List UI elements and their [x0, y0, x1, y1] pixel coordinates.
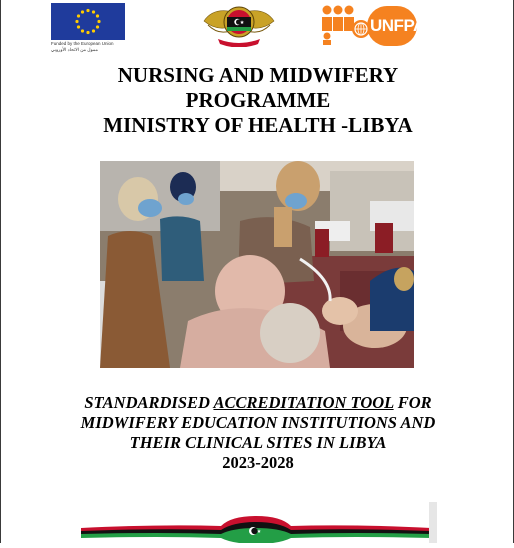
title-line-2: PROGRAMME [185, 88, 331, 112]
title-line-1: NURSING AND MIDWIFERY [117, 63, 399, 87]
eu-caption-arabic: ممول من الاتحاد الأوروبي [51, 47, 98, 52]
accreditation-tool-text: ACCREDITATION TOOL [213, 393, 394, 412]
eu-flag-icon [51, 3, 125, 40]
libya-emblem-icon [200, 1, 278, 47]
subtitle-line-1: STANDARDISED ACCREDITATION TOOL FOR [84, 393, 432, 412]
un-emblem-icon [352, 20, 370, 38]
eu-logo [51, 3, 125, 50]
eu-caption: Funded by the European Union [51, 41, 114, 46]
unfpa-wordmark: UNFPA [370, 16, 425, 35]
subtitle-line-3: THEIR CLINICAL SITES IN LIBYA [129, 433, 387, 452]
training-photo [100, 161, 414, 368]
title-line-3: MINISTRY OF HEALTH -LIBYA [103, 113, 413, 137]
page-edge-strip [429, 502, 437, 543]
years-label: 2023-2028 [222, 453, 294, 472]
flag-ribbon-icon [81, 510, 431, 543]
subtitle-line-2: MIDWIFERY EDUCATION INSTITUTIONS AND [80, 413, 436, 432]
